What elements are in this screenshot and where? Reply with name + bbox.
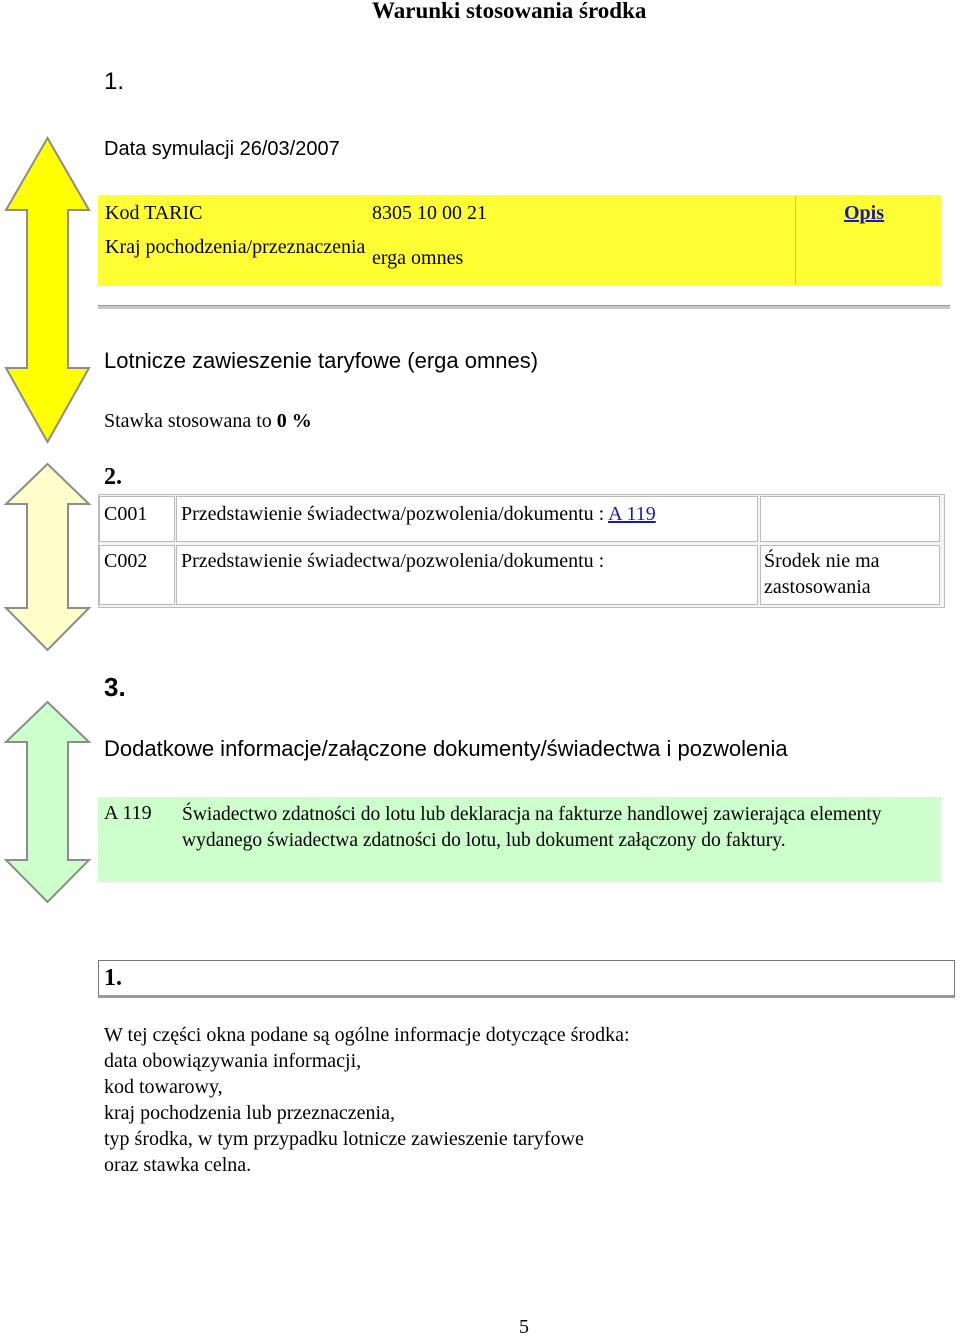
explanation-line: kod towarowy,	[104, 1076, 223, 1098]
explanation-line: kraj pochodzenia lub przeznaczenia,	[104, 1102, 395, 1124]
section1-double-arrow-icon	[0, 130, 95, 450]
condition-description-text: Przedstawienie świadectwa/pozwolenia/dokumentu :	[181, 503, 605, 525]
explanation-text	[104, 1022, 630, 1178]
condition-result-cell	[760, 496, 940, 542]
document-title: Warunki stosowania środka	[372, 0, 647, 23]
section1-number: 1.	[104, 68, 125, 95]
explanation-heading-box	[98, 960, 955, 998]
duty-rate-value: 0 %	[276, 410, 312, 432]
document-code: A 119	[104, 802, 152, 824]
duty-rate	[104, 410, 312, 433]
duty-rate-label: Stawka stosowana to	[104, 410, 272, 432]
condition-description: Przedstawienie świadectwa/pozwolenia/dokumentu :	[181, 550, 605, 572]
opis-link[interactable]: Opis	[844, 202, 885, 224]
taric-code-value: 8305 10 00 21	[372, 202, 487, 224]
section-divider	[98, 305, 950, 309]
condition-code: C002	[104, 550, 148, 572]
explanation-line: W tej części okna podane są ogólne informacje dotyczące środka:	[104, 1024, 630, 1046]
section3-number: 3.	[104, 672, 126, 702]
condition-result: Środek nie ma zastosowania	[764, 550, 880, 598]
explanation-number: 1.	[104, 965, 122, 991]
documents-title: Dodatkowe informacje/załączone dokumenty/świadectwa i pozwolenia	[104, 736, 788, 761]
section2-number: 2.	[104, 464, 122, 490]
explanation-line: oraz stawka celna.	[104, 1154, 252, 1176]
taric-panel-divider	[795, 196, 796, 285]
simulation-date: Data symulacji 26/03/2007	[104, 138, 340, 160]
section3-double-arrow-icon	[0, 696, 95, 910]
explanation-line: data obowiązywania informacji,	[104, 1050, 362, 1072]
country-value: erga omnes	[372, 247, 464, 269]
condition-code: C001	[104, 503, 148, 525]
country-label: Kraj pochodzenia/przeznaczenia	[105, 236, 366, 258]
explanation-line: typ środka, w tym przypadku lotnicze zawieszenie taryfowe	[104, 1128, 584, 1150]
taric-code-label: Kod TARIC	[105, 202, 203, 224]
section2-double-arrow-icon	[0, 458, 95, 658]
document-description: Świadectwo zdatności do lotu lub deklaracja na fakturze handlowej zawierająca elementy wydanego świadectwa zdatności do lotu, lub dokument załączony do faktury.	[182, 804, 882, 851]
condition-description	[181, 503, 656, 526]
page-number: 5	[519, 1316, 529, 1338]
measure-title: Lotnicze zawieszenie taryfowe (erga omnes)	[104, 348, 539, 373]
document-a119-link[interactable]: A 119	[608, 503, 656, 525]
